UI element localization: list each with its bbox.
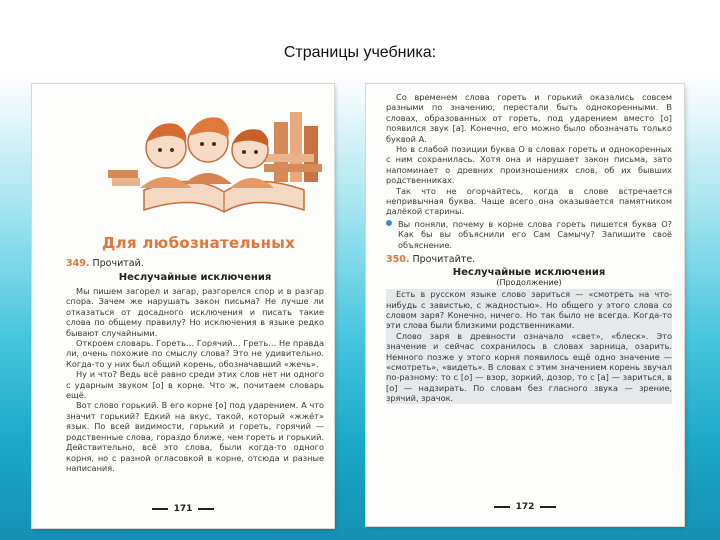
exercise-instruction: Прочитай.: [92, 258, 144, 269]
paragraph: Со временем слова гореть и горький оказались совсем разными по значению, перестали быть однокоренными. В словах, образованных от гореть, под ударением вместо [о] появился звук [а]. Конечно, его можно было обозначать только буквой А.: [386, 92, 672, 144]
textbook-page-right: [366, 84, 684, 526]
exercise-line: [66, 258, 324, 270]
page-number: 171: [173, 504, 193, 514]
textbook-page-left: [32, 84, 334, 528]
shaded-text-block: [386, 289, 672, 403]
page-number-footer: [366, 502, 684, 512]
page-number-footer: [32, 504, 334, 514]
children-reading-illustration: [104, 92, 334, 232]
paragraph: Вот слово горький. В его корне [о] под ударением. А что значит горький? Едкий на вкус, такой, который «жжёт» язык. По всей видимости, горький и гореть, горячий — родственные слова, гораздо ближе, чем гореть и горький. Действительно, всё это слова, были когда-то одного корня, но с разной огласовкой в корне, отсюда и разные написания.: [66, 400, 324, 473]
paragraph: Откроем словарь. Гореть… Горячий… Греть… Не правда ли, очень похожие по смыслу слова? Это не удивительно. Когда-то у них был общий корень, обозначавший «жечь».: [66, 338, 324, 369]
article-heading: Неслучайные исключения: [452, 267, 606, 279]
question-block: [386, 219, 672, 250]
exercise-number: 349.: [66, 258, 90, 269]
paragraph: Слово заря в древности означало «свет», «блеск». Это значение и сейчас сохранилось в словах зарница, озарить. Немного позже у этого корня появилось ещё одно значение — «смотреть», «видеть». В словах с этим значением корень звучал по-разному: то с [о] — взор, зоркий, дозор, то с [а] — зариться, в [о] — надзирать. По словам без гласного звука — зрение, зрячий, зрачок.: [386, 330, 672, 404]
slide-title: Страницы учебника:: [283, 44, 437, 61]
article-subheading: (Продолжение): [496, 278, 562, 288]
paragraph: Мы пишем загорел и загар, разгорелся спор и в разгар спора. Зачем же нарушать закон письма? Не лучше ли отказаться от досадного исключения и писать такие слова по общему правилу? Но исключения в языке редко бывают случайными.: [66, 286, 324, 338]
article-heading: Неслучайные исключения: [118, 272, 272, 283]
exercise-line: [386, 254, 672, 266]
left-page-body: [66, 258, 324, 473]
exercise-instruction: Прочитайте.: [412, 254, 476, 266]
section-header: Для любознательных: [102, 234, 296, 252]
paragraph: Ну и что? Ведь всё равно среди этих слов нет ни одного с ударным звуком [о] в корне. Что ж, почитаем словарь ещё.: [66, 369, 324, 401]
paragraph: Но в слабой позиции буква О в словах гореть и однокоренных с ним сохранилась. Хотя она и нарушает закон письма, зато напоминает о древних произношениях слов, об их бывших родственниках.: [386, 144, 672, 186]
paragraph: Так что не огорчайтесь, когда в слове встречается непривычная буква. Чаще всего она оказывается памятником далёкой старины.: [386, 185, 672, 217]
exercise-number: 350.: [386, 254, 410, 266]
bullet-icon: [386, 220, 392, 226]
paragraph: Есть в русском языке слово зариться — «смотреть на что-нибудь с завистью, с жадностью». Но общего у этого слова со словом заря? Конечно, ничего. Но так было не всегда. Когда-то эти слова были близкими родственниками.: [386, 289, 672, 331]
page-number: 172: [515, 502, 535, 512]
question-text: Вы поняли, почему в корне слова гореть пишется буква О? Как бы вы объяснили его Сам Самычу? Запишите своё объяснение.: [398, 218, 672, 250]
right-page-body: [386, 92, 672, 404]
